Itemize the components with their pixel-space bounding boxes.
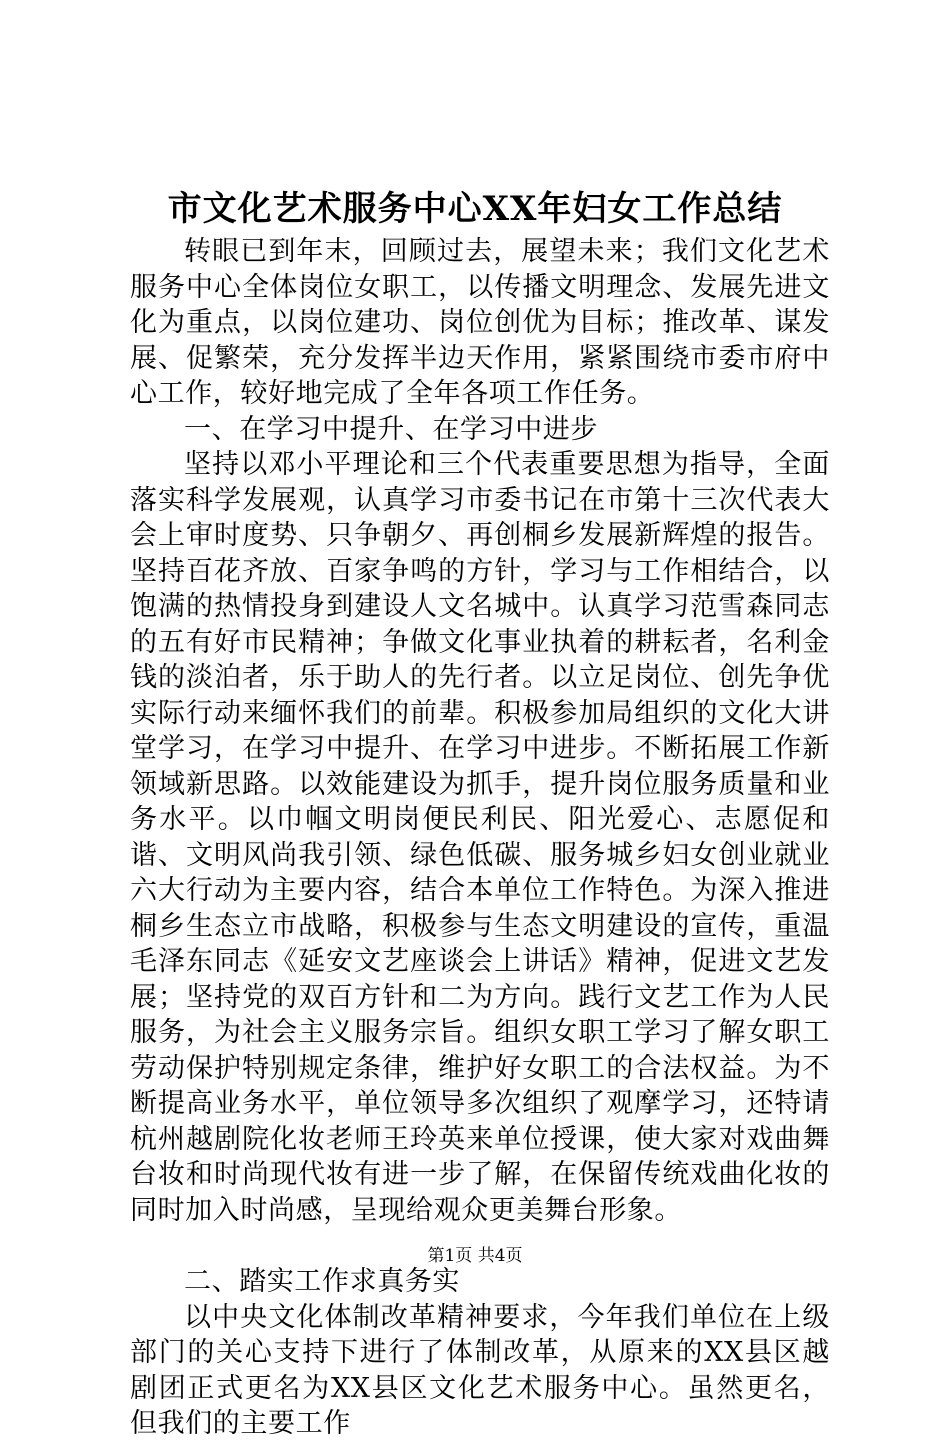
section-2-paragraph: 以中央文化体制改革精神要求，今年我们单位在上级部门的关心支持下进行了体制改革，从原来的XX县区越剧团正式更名为XX县区文化艺术服务中心。虽然更名，但我们的主要工作 (130, 1301, 830, 1439)
section-heading-2: 二、踏实工作求真务实 (184, 1266, 460, 1297)
page-footer: 第1页 共4页 (427, 1246, 523, 1266)
document-title: 市文化艺术服务中心XX年妇女工作总结 (167, 189, 783, 229)
intro-paragraph: 转眼已到年末，回顾过去，展望未来；我们文化艺术服务中心全体岗位女职工，以传播文明理念、发展先进文化为重点，以岗位建功、岗位创优为目标；推改革、谋发展、促繁荣，充分发挥半边天作用，紧紧围绕市委市府中心工作，较好地完成了全年各项工作任务。 (130, 236, 830, 409)
section-1-paragraph: 坚持以邓小平理论和三个代表重要思想为指导，全面落实科学发展观，认真学习市委书记在市第十三次代表大会上审时度势、只争朝夕、再创桐乡发展新辉煌的报告。坚持百花齐放、百家争鸣的方针，学习与工作相结合，以饱满的热情投身到建设人文名城中。认真学习范雪森同志的五有好市民精神；争做文化事业执着的耕耘者，名利金钱的淡泊者，乐于助人的先行者。以立足岗位、创先争优实际行动来缅怀我们的前辈。积极参加局组织的文化大讲堂学习，在学习中提升、在学习中进步。不断拓展工作新领域新思路。以效能建设为抓手，提升岗位服务质量和业务水平。以巾帼文明岗便民利民、阳光爱心、志愿促和谐、文明风尚我引领、绿色低碳、服务城乡妇女创业就业六大行动为主要内容，结合本单位工作特色。为深入推进桐乡生态立市战略，积极参与生态文明建设的宣传，重温毛泽东同志《延安文艺座谈会上讲话》精神，促进文艺发展；坚持党的双百方针和二为方向。践行文艺工作为人民服务，为社会主义服务宗旨。组织女职工学习了解女职工劳动保护特别规定条律，维护好女职工的合法权益。为不断提高业务水平，单位领导多次组织了观摩学习，还特请杭州越剧院化妆老师王玲英来单位授课，使大家对戏曲舞台妆和时尚现代妆有进一步了解，在保留传统戏曲化妆的同时加入时尚感，呈现给观众更美舞台形象。 (130, 449, 830, 1226)
section-heading-1: 一、在学习中提升、在学习中进步 (184, 413, 598, 445)
